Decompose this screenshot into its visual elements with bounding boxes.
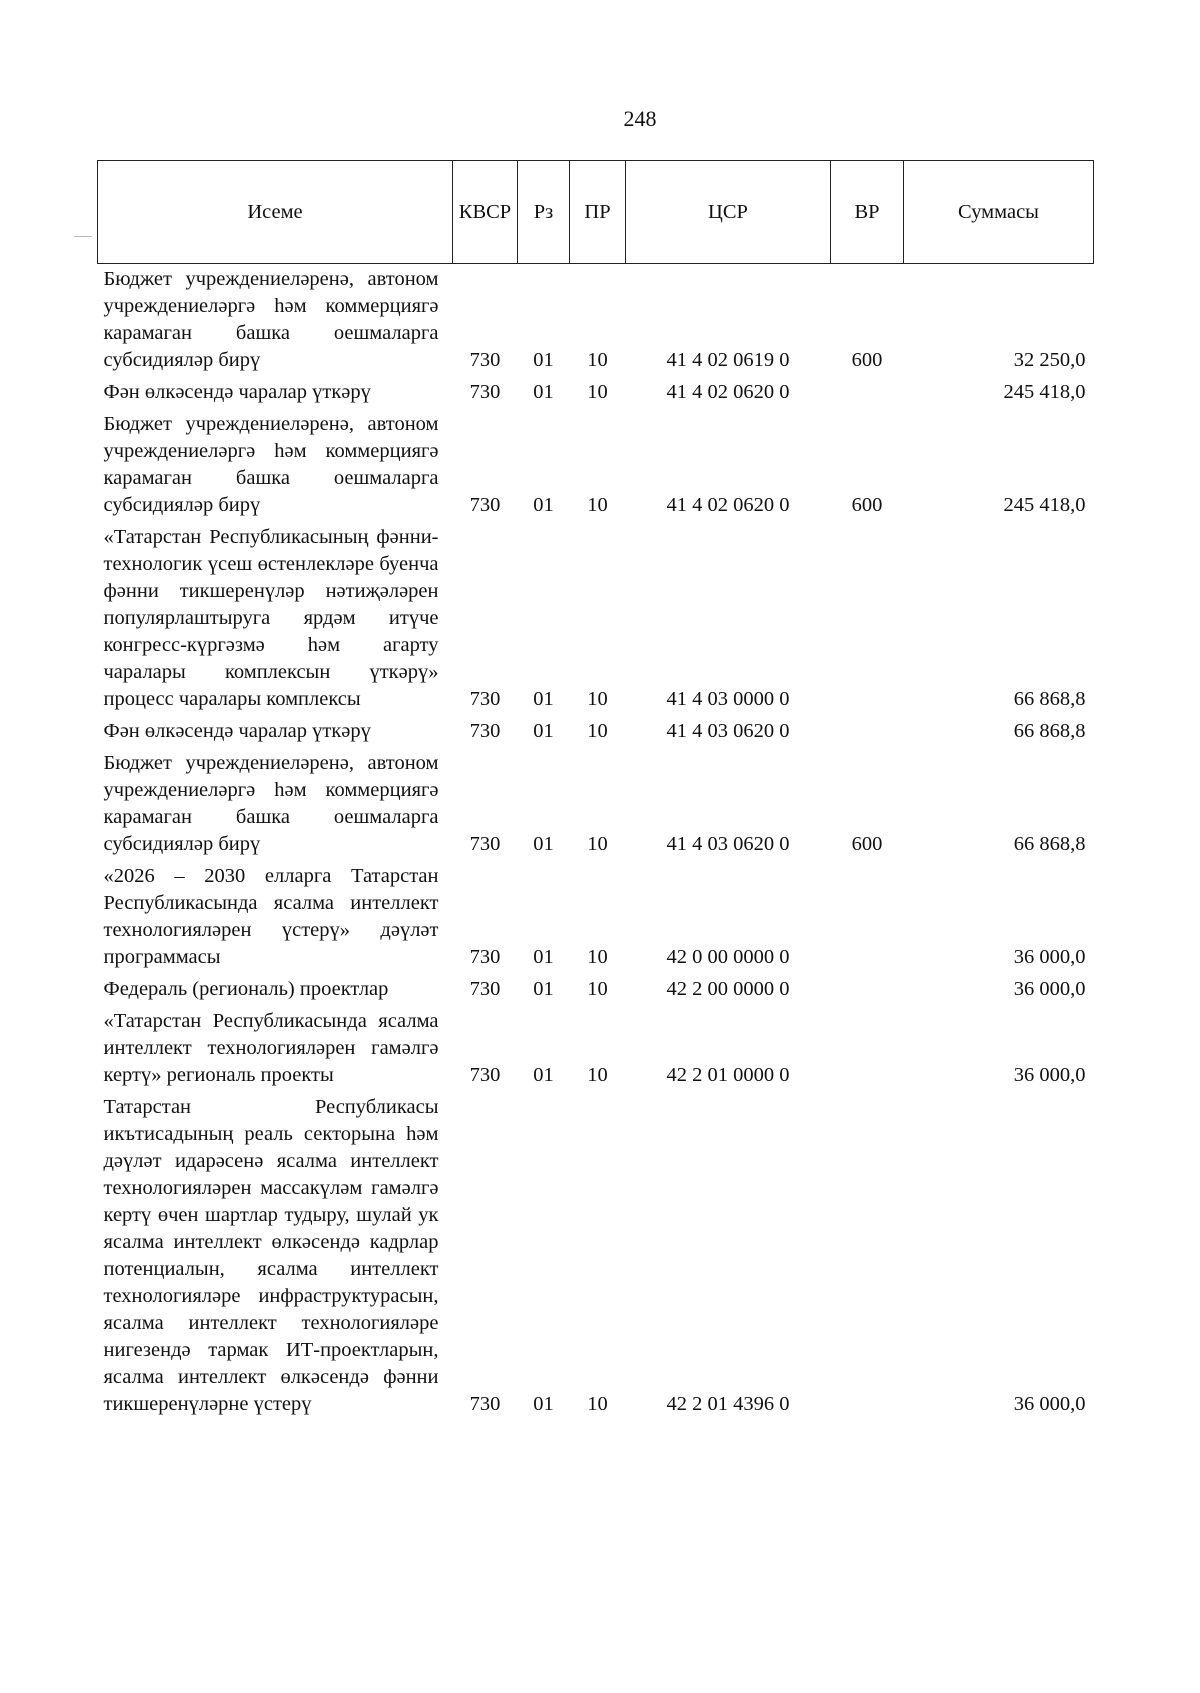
row-name: Бюджет учреждениеләренә, автоном учреждениеләргә һәм коммерциягә карамаган башка оешмаларга субсидияләр бирү xyxy=(103,413,439,516)
row-pr: 10 xyxy=(587,349,608,371)
row-pr: 10 xyxy=(587,1064,608,1086)
header-csr: ЦСР xyxy=(626,161,831,264)
row-csr: 42 2 01 4396 0 xyxy=(666,1393,790,1415)
table-row xyxy=(98,1006,1094,1092)
row-kvsr: 730 xyxy=(469,688,501,710)
page-number xyxy=(0,106,1200,132)
header-pr: ПР xyxy=(570,161,626,264)
row-name: Фән өлкәсендә чаралар үткәрү xyxy=(103,720,371,742)
row-vr xyxy=(831,1006,904,1092)
page-number-text: 248 xyxy=(623,106,657,131)
margin-mark xyxy=(74,236,92,237)
row-kvsr: 730 xyxy=(469,349,501,371)
row-name: «2026 – 2030 елларга Татарстан Республикасында ясалма интеллект технологияләрен үстерү» дәүләт программасы xyxy=(103,865,439,968)
table-row xyxy=(98,716,1094,748)
row-rz: 01 xyxy=(533,833,554,855)
row-vr xyxy=(831,861,904,974)
row-rz: 01 xyxy=(533,349,554,371)
row-csr: 41 4 03 0620 0 xyxy=(666,720,790,742)
row-pr: 10 xyxy=(587,1393,608,1415)
row-pr: 10 xyxy=(587,978,608,1000)
row-vr xyxy=(831,716,904,748)
row-kvsr: 730 xyxy=(469,494,501,516)
row-csr: 42 2 00 0000 0 xyxy=(666,978,790,1000)
table-row xyxy=(98,409,1094,522)
row-vr: 600 xyxy=(851,833,883,855)
row-pr: 10 xyxy=(587,688,608,710)
row-rz: 01 xyxy=(533,978,554,1000)
row-sum: 32 250,0 xyxy=(1013,349,1086,371)
header-sum: Суммасы xyxy=(904,161,1094,264)
header-rz: Рз xyxy=(518,161,570,264)
row-name: Федераль (региональ) проектлар xyxy=(103,978,389,1000)
row-csr: 42 0 00 0000 0 xyxy=(666,946,790,968)
row-sum: 66 868,8 xyxy=(1013,720,1086,742)
row-sum: 66 868,8 xyxy=(1013,688,1086,710)
row-pr: 10 xyxy=(587,946,608,968)
row-vr xyxy=(831,377,904,409)
row-rz: 01 xyxy=(533,381,554,403)
row-rz: 01 xyxy=(533,1393,554,1415)
table-row xyxy=(98,861,1094,974)
row-sum: 36 000,0 xyxy=(1013,946,1086,968)
row-sum: 245 418,0 xyxy=(1003,494,1086,516)
row-rz: 01 xyxy=(533,494,554,516)
row-sum: 36 000,0 xyxy=(1013,978,1086,1000)
row-csr: 41 4 02 0619 0 xyxy=(666,349,790,371)
row-pr: 10 xyxy=(587,381,608,403)
row-name: «Татарстан Республикасының фәнни-технологик үсеш өстенлекләре буенча фәнни тикшеренүләр нәтиҗәләрен популярлаштыруга ярдәм итүче конгресс-күргәзмә һәм агарту чаралары комплексын үткәрү» процесс чаралары комплексы xyxy=(103,526,439,710)
table-row xyxy=(98,748,1094,861)
row-kvsr: 730 xyxy=(469,1064,501,1086)
header-name: Исеме xyxy=(98,161,453,264)
row-rz: 01 xyxy=(533,720,554,742)
row-rz: 01 xyxy=(533,688,554,710)
row-name: Бюджет учреждениеләренә, автоном учреждениеләргә һәм коммерциягә карамаган башка оешмаларга субсидияләр бирү xyxy=(103,268,439,371)
row-vr: 600 xyxy=(851,349,883,371)
row-name: Фән өлкәсендә чаралар үткәрү xyxy=(103,381,371,403)
row-pr: 10 xyxy=(587,833,608,855)
row-kvsr: 730 xyxy=(469,833,501,855)
row-csr: 41 4 02 0620 0 xyxy=(666,381,790,403)
row-csr: 41 4 03 0000 0 xyxy=(666,688,790,710)
row-csr: 42 2 01 0000 0 xyxy=(666,1064,790,1086)
row-name: Бюджет учреждениеләренә, автоном учреждениеләргә һәм коммерциягә карамаган башка оешмаларга субсидияләр бирү xyxy=(103,752,439,855)
table-row xyxy=(98,1092,1094,1421)
table-row xyxy=(98,522,1094,716)
row-sum: 36 000,0 xyxy=(1013,1393,1086,1415)
table-header xyxy=(98,161,1094,264)
table-body xyxy=(98,264,1094,1422)
row-name: Татарстан Республикасы икътисадының реаль секторына һәм дәүләт идарәсенә ясалма интеллект технологияләрен массакүләм гамәлгә кертү өчен шартлар тудыру, шулай ук ясалма интеллект өлкәсендә кадрлар потенциалын, ясалма интеллект технологияләре инфраструктурасын, ясалма интеллект технологияләре нигезендә тармак ИТ-проектларын, ясалма интеллект өлкәсендә фәнни тикшеренүләрне үстерү xyxy=(103,1096,439,1415)
row-vr: 600 xyxy=(851,494,883,516)
row-pr: 10 xyxy=(587,720,608,742)
row-kvsr: 730 xyxy=(469,946,501,968)
row-pr: 10 xyxy=(587,494,608,516)
row-vr xyxy=(831,522,904,716)
header-kvsr: КВСР xyxy=(453,161,518,264)
row-kvsr: 730 xyxy=(469,978,501,1000)
row-rz: 01 xyxy=(533,946,554,968)
row-csr: 41 4 03 0620 0 xyxy=(666,833,790,855)
row-kvsr: 730 xyxy=(469,1393,501,1415)
row-sum: 245 418,0 xyxy=(1003,381,1086,403)
table-row xyxy=(98,377,1094,409)
table-row xyxy=(98,264,1094,378)
row-csr: 41 4 02 0620 0 xyxy=(666,494,790,516)
table-row xyxy=(98,974,1094,1006)
row-vr xyxy=(831,974,904,1006)
row-sum: 36 000,0 xyxy=(1013,1064,1086,1086)
row-kvsr: 730 xyxy=(469,720,501,742)
row-rz: 01 xyxy=(533,1064,554,1086)
row-vr xyxy=(831,1092,904,1421)
row-name: «Татарстан Республикасында ясалма интеллект технологияләрен гамәлгә кертү» региональ проекты xyxy=(103,1010,439,1086)
row-kvsr: 730 xyxy=(469,381,501,403)
header-vr: ВР xyxy=(831,161,904,264)
budget-table xyxy=(97,160,1094,1421)
row-sum: 66 868,8 xyxy=(1013,833,1086,855)
